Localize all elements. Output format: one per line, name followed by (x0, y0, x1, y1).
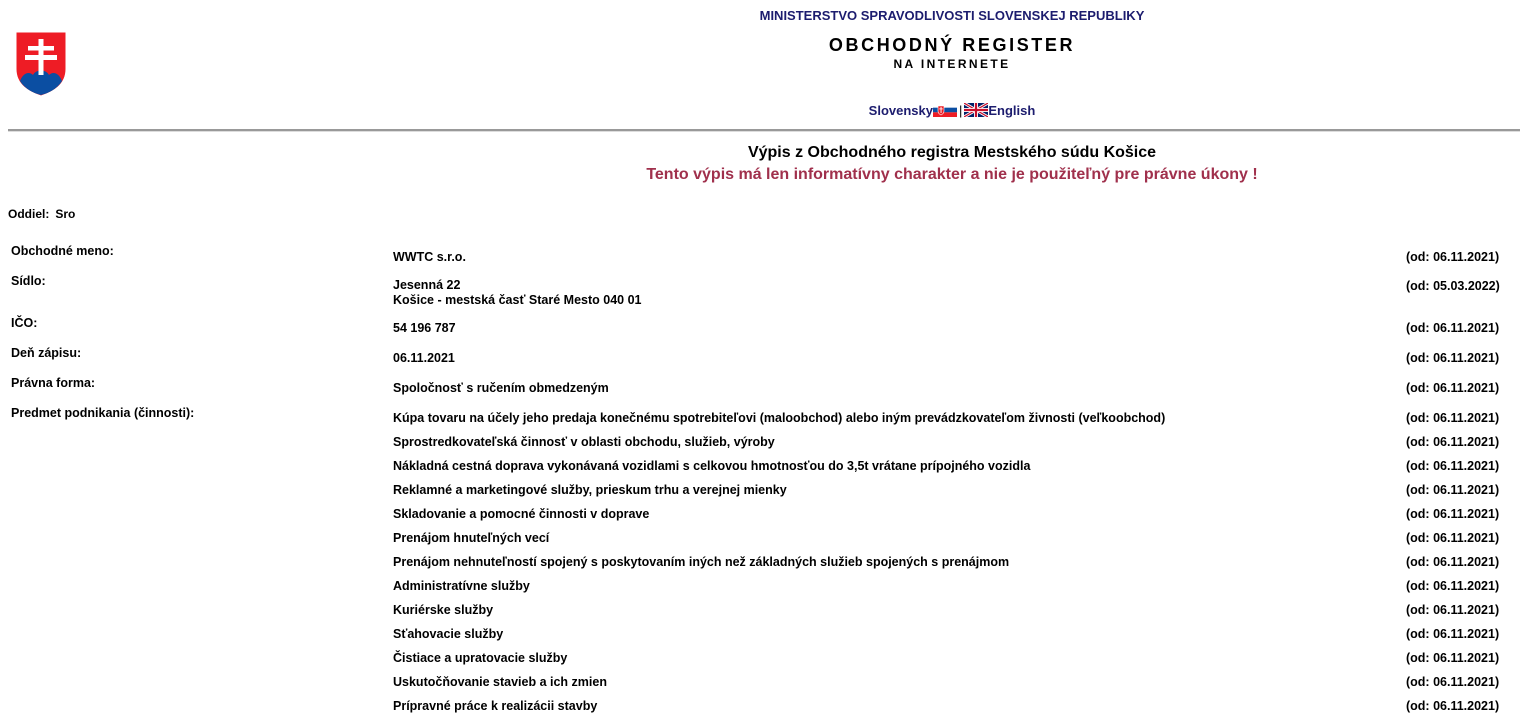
oddiel-value: Sro (55, 207, 76, 221)
field-label: IČO: (11, 316, 38, 330)
activity-date: (od: 06.11.2021) (1406, 699, 1500, 713)
field-value: 06.11.2021 (393, 351, 455, 365)
slovak-flag-icon (933, 103, 957, 117)
field-value: Jesenná 22 (393, 278, 461, 292)
activity-text: Uskutočňovanie stavieb a ich zmien (393, 675, 607, 689)
activity-text: Kuriérske služby (393, 603, 494, 617)
register-subtitle: NA INTERNETE (893, 57, 1011, 71)
activity-date: (od: 06.11.2021) (1406, 675, 1500, 689)
activity-text: Sťahovacie služby (393, 627, 504, 641)
activity-date: (od: 06.11.2021) (1406, 627, 1500, 641)
field-date: (od: 06.11.2021) (1406, 381, 1500, 395)
activity-date: (od: 06.11.2021) (1406, 435, 1500, 449)
activity-text: Nákladná cestná doprava vykonávaná vozidlami s celkovou hmotnosťou do 3,5t vrátane prípojného vozidla (393, 459, 1031, 473)
activity-text: Skladovanie a pomocné činnosti v doprave (393, 507, 650, 521)
field-value: WWTC s.r.o. (393, 250, 466, 264)
language-separator: | (958, 103, 963, 118)
field-label: Obchodné meno: (11, 244, 114, 258)
activity-date: (od: 06.11.2021) (1406, 555, 1500, 569)
activity-text: Prenájom nehnuteľností spojený s poskytovaním iných než základných služieb spojených s prenájmom (393, 555, 1010, 569)
field-label: Právna forma: (11, 376, 96, 390)
activity-date: (od: 06.11.2021) (1406, 459, 1500, 473)
field-date: (od: 06.11.2021) (1406, 321, 1500, 335)
field-label: Sídlo: (11, 274, 46, 288)
activity-date: (od: 06.11.2021) (1406, 483, 1500, 497)
activity-date: (od: 06.11.2021) (1406, 651, 1500, 665)
uk-flag-icon (964, 103, 988, 117)
extract-warning: Tento výpis má len informatívny charakter a nie je použiteľný pre právne úkony ! (646, 166, 1258, 183)
field-value: 54 196 787 (393, 321, 456, 335)
activity-date: (od: 06.11.2021) (1406, 579, 1500, 593)
activity-text: Prípravné práce k realizácii stavby (393, 699, 598, 713)
language-slovak-label: Slovensky (868, 103, 933, 118)
activity-date: (od: 06.11.2021) (1406, 603, 1500, 617)
oddiel-label: Oddiel: (8, 207, 50, 221)
field-value-line2: Košice - mestská časť Staré Mesto 040 01 (393, 293, 642, 307)
language-switcher (0, 103, 1520, 118)
activity-date: (od: 06.11.2021) (1406, 507, 1500, 521)
field-label: Predmet podnikania (činnosti): (11, 406, 195, 420)
language-link-english[interactable] (964, 103, 1035, 118)
extract-title: Výpis z Obchodného registra Mestského súdu Košice (747, 144, 1157, 161)
activity-text: Administratívne služby (393, 579, 530, 593)
field-value: Spoločnosť s ručením obmedzeným (393, 381, 609, 395)
activity-text: Reklamné a marketingové služby, prieskum trhu a verejnej mienky (393, 483, 787, 497)
activity-text: Sprostredkovateľská činnosť v oblasti obchodu, služieb, výroby (393, 435, 775, 449)
activity-text: Kúpa tovaru na účely jeho predaja konečnému spotrebiteľovi (maloobchod) alebo iným prevádzkovateľom živnosti (veľkoobchod) (393, 411, 1166, 425)
activity-text: Čistiace a upratovacie služby (393, 651, 568, 665)
ministry-name: MINISTERSTVO SPRAVODLIVOSTI SLOVENSKEJ REPUBLIKY (759, 8, 1145, 23)
header-divider (8, 129, 1520, 132)
register-title: OBCHODNÝ REGISTER (828, 35, 1076, 55)
oddiel-section (8, 207, 75, 221)
language-english-label: English (988, 103, 1036, 118)
field-date: (od: 06.11.2021) (1406, 351, 1500, 365)
language-link-slovak[interactable] (869, 103, 957, 118)
field-date: (od: 06.11.2021) (1406, 250, 1500, 264)
field-date: (od: 05.03.2022) (1406, 279, 1500, 293)
activity-date: (od: 06.11.2021) (1406, 411, 1500, 425)
field-label: Deň zápisu: (11, 346, 82, 360)
activity-text: Prenájom hnuteľných vecí (393, 531, 550, 545)
activity-date: (od: 06.11.2021) (1406, 531, 1500, 545)
